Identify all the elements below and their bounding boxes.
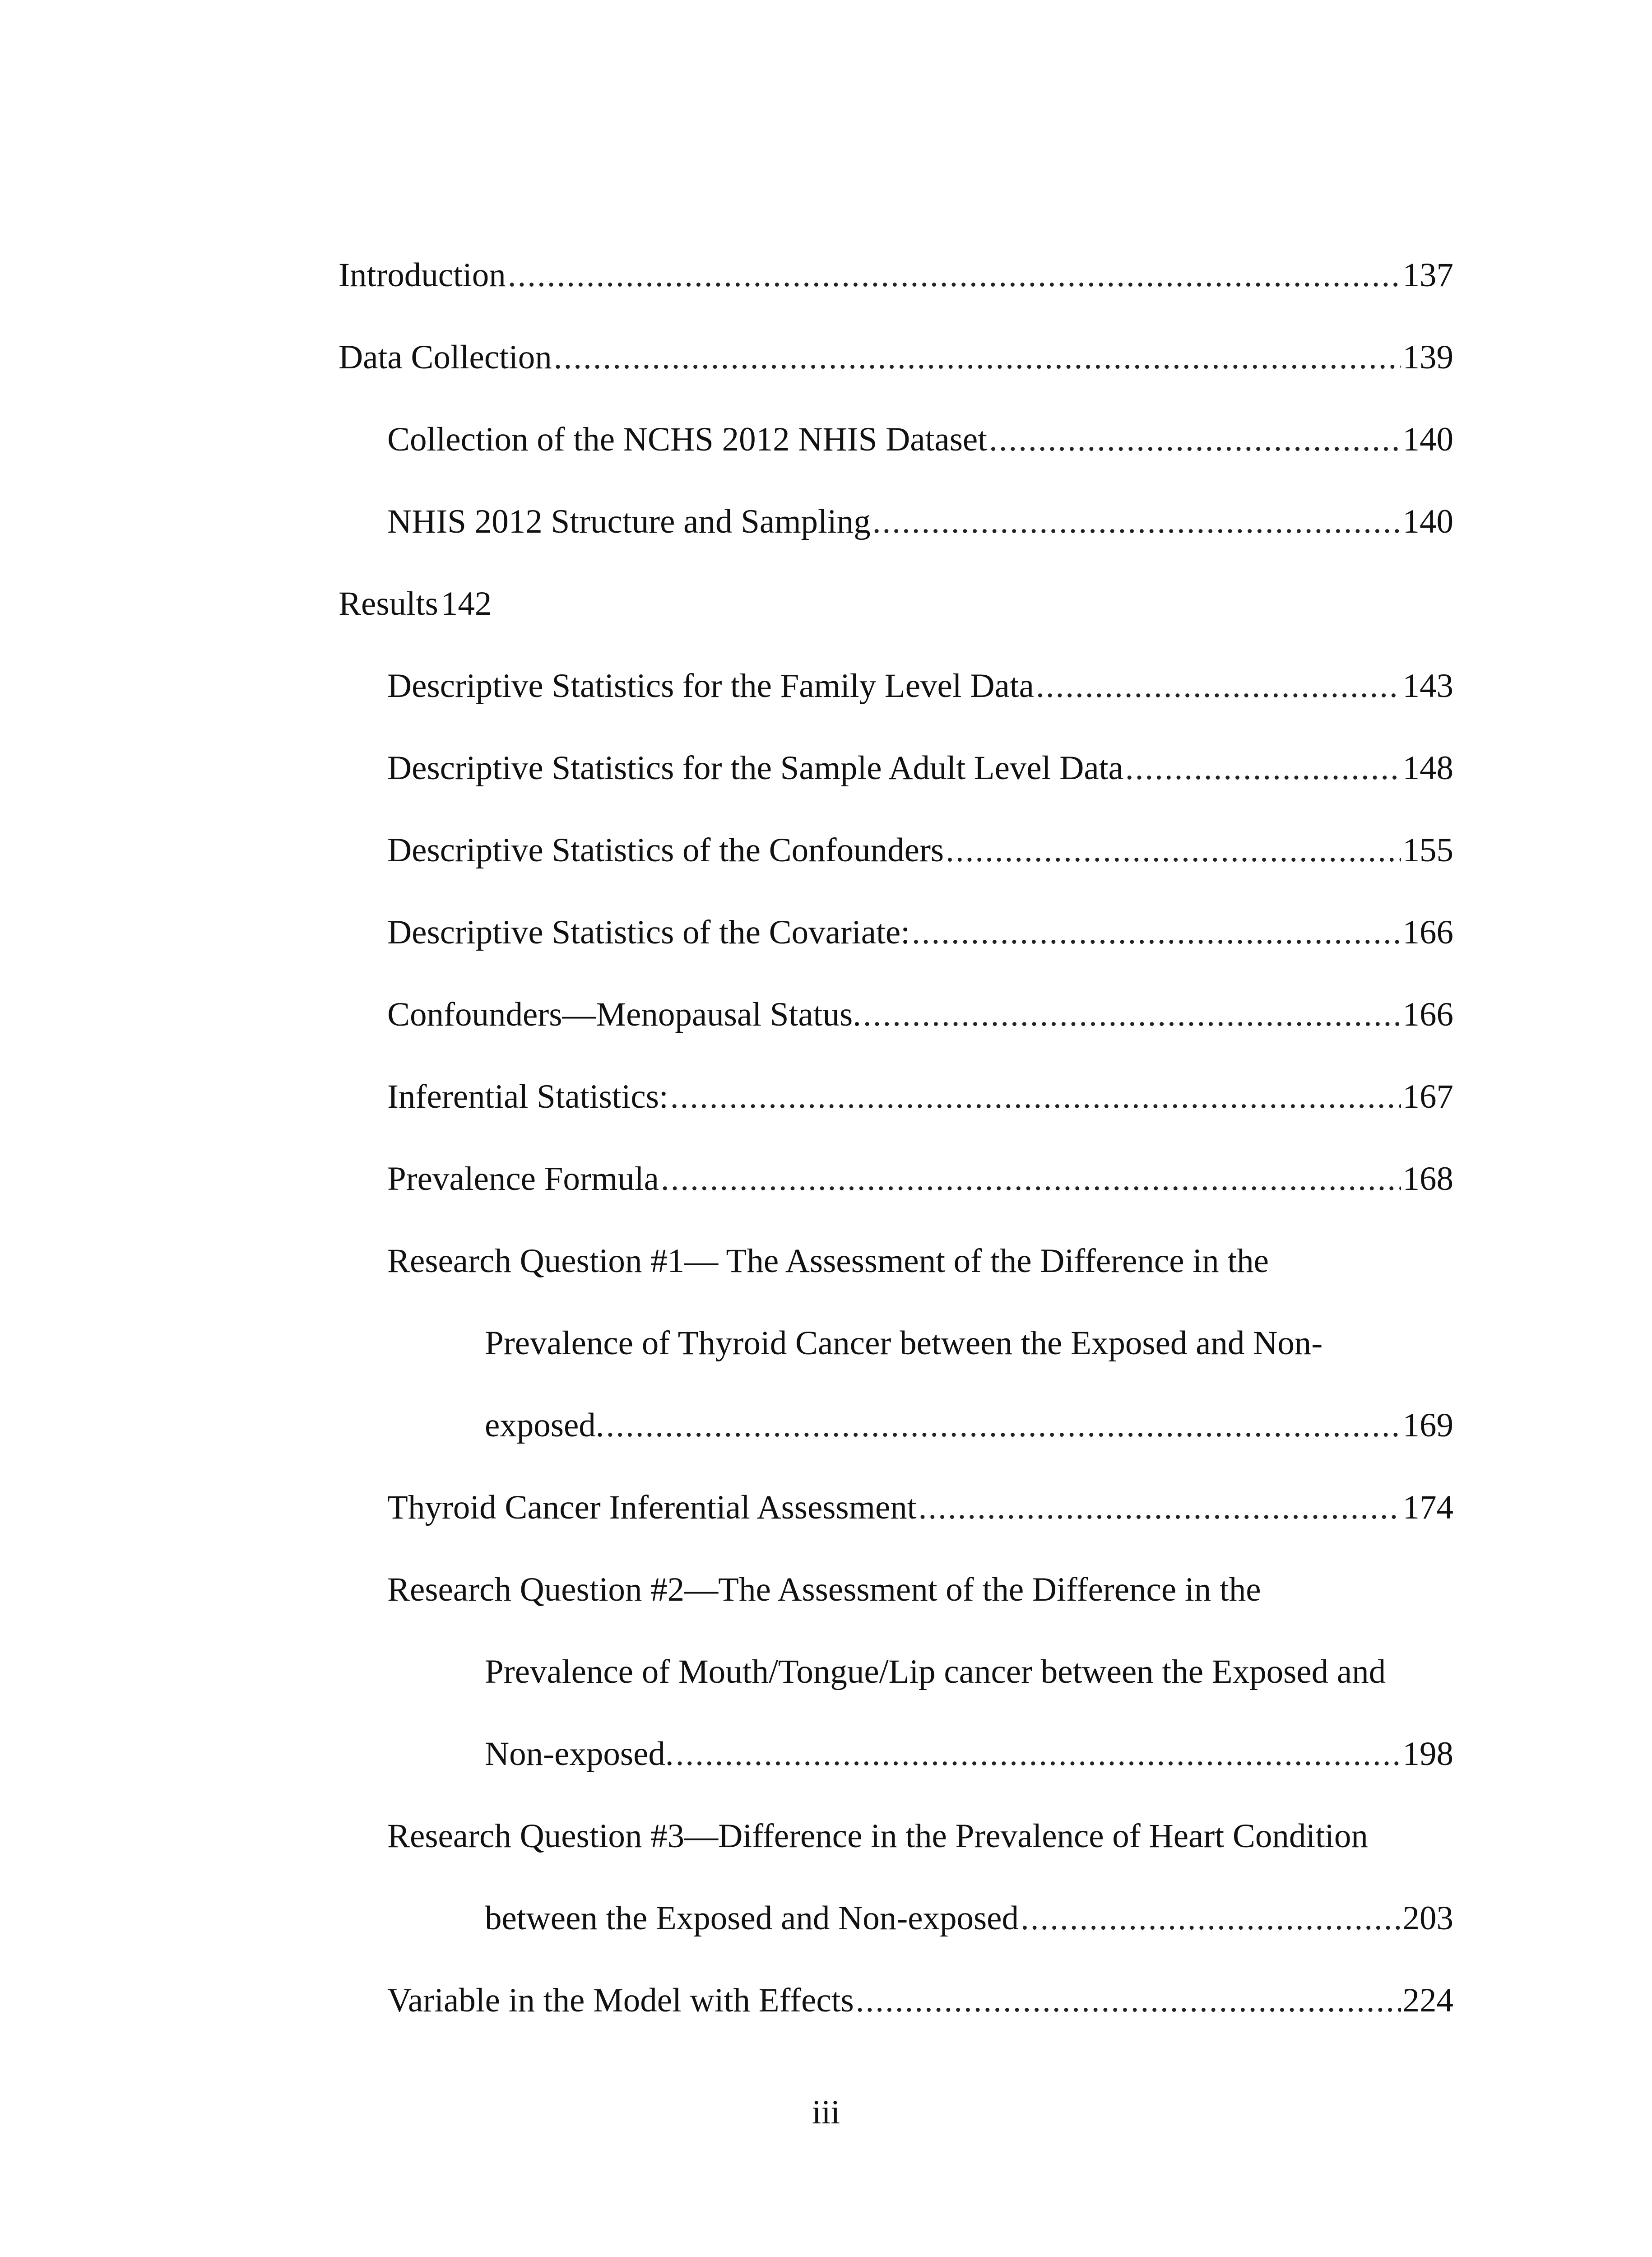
toc-entry (339, 490, 1453, 572)
dot-leader (606, 1394, 1401, 1457)
toc-entry-page-number: 203 (1402, 1899, 1453, 1937)
toc-entry-row (387, 983, 1453, 1046)
toc-entry-page-number: 168 (1402, 1160, 1453, 1198)
toc-entry (339, 1558, 1453, 1640)
dot-leader (508, 244, 1401, 307)
toc-entry (339, 408, 1453, 490)
dot-leader (661, 1147, 1401, 1211)
toc-entry-row (387, 1558, 1453, 1621)
toc-entry-row (387, 737, 1453, 800)
toc-entry (339, 1805, 1453, 1887)
toc-entry-row (387, 1476, 1453, 1539)
toc-entry-page-number: 166 (1402, 996, 1453, 1033)
toc-entry (339, 1969, 1453, 2051)
toc-entry (339, 1887, 1453, 1969)
toc-entry-title: Variable in the Model with Effects (387, 1982, 854, 2019)
toc-entry (339, 655, 1453, 737)
toc-entry-page-number: 166 (1402, 914, 1453, 951)
toc-entry-row (387, 408, 1453, 471)
toc-entry-title: Research Question #1— The Assessment of the Difference in the (387, 1242, 1269, 1280)
toc-entry-title: Confounders—Menopausal Status. (387, 996, 861, 1033)
toc-entry-row (485, 1312, 1453, 1375)
dot-leader (1036, 655, 1401, 718)
toc-entry-row (485, 1887, 1453, 1950)
toc-entry-title: Prevalence Formula (387, 1160, 659, 1198)
toc-entry-title: Data Collection (339, 339, 552, 376)
toc-entry (339, 901, 1453, 983)
dot-leader (1021, 1887, 1401, 1950)
toc-entry-title: NHIS 2012 Structure and Sampling (387, 503, 871, 540)
toc-entry (339, 983, 1453, 1065)
toc-entry-title: Introduction (339, 256, 506, 294)
toc-entry-page-number: 155 (1402, 831, 1453, 869)
toc-entry-title: Prevalence of Thyroid Cancer between the Exposed and Non- (485, 1324, 1323, 1362)
toc-entry (339, 737, 1453, 819)
toc-entry-page-number: 140 (1402, 503, 1453, 540)
toc-entry-title: Research Question #2—The Assessment of the Difference in the (387, 1571, 1261, 1608)
toc-entry (339, 1723, 1453, 1805)
toc-entry-row (339, 572, 1453, 636)
toc-entry-row (387, 901, 1453, 964)
toc-entry (339, 326, 1453, 408)
toc-entry-page-number: 174 (1402, 1489, 1453, 1526)
toc-entry (339, 1476, 1453, 1558)
toc-entry (339, 1312, 1453, 1394)
toc-entry-title: Descriptive Statistics of the Confounders (387, 831, 944, 869)
toc-entry-row (387, 819, 1453, 882)
toc-entry (339, 1230, 1453, 1312)
toc-entry-row (387, 1805, 1453, 1868)
toc-entry-title: Research Question #3—Difference in the Prevalence of Heart Condition (387, 1817, 1368, 1855)
toc-entry-title: Results (339, 585, 438, 622)
toc-entry-title: Inferential Statistics: (387, 1078, 668, 1115)
toc-entry-row (387, 490, 1453, 553)
toc-entry-row (387, 1065, 1453, 1128)
dot-leader (989, 408, 1401, 471)
toc-entry-page-number: 142 (441, 585, 492, 622)
toc-entry (339, 819, 1453, 901)
dot-leader (912, 901, 1401, 964)
toc-entry-page-number: 224 (1402, 1982, 1453, 2019)
toc-entry-row (339, 244, 1453, 307)
toc-entry-title: Descriptive Statistics of the Covariate: (387, 914, 910, 951)
dot-leader (863, 983, 1401, 1046)
dot-leader (919, 1476, 1401, 1539)
toc-entry-page-number: 137 (1402, 256, 1453, 294)
toc-entry-row (387, 1230, 1453, 1293)
toc-entry-title: Descriptive Statistics for the Family Level Data (387, 667, 1034, 705)
toc-entry-page-number: 139 (1402, 339, 1453, 376)
toc-entry-page-number: 169 (1402, 1407, 1453, 1444)
toc-entry (339, 1147, 1453, 1230)
toc-entry-title: Thyroid Cancer Inferential Assessment (387, 1489, 917, 1526)
toc-entry-row (387, 1147, 1453, 1211)
toc-entry (339, 244, 1453, 326)
toc-entry (339, 1394, 1453, 1476)
toc-entry-title: Prevalence of Mouth/Tongue/Lip cancer between the Exposed and (485, 1653, 1386, 1690)
toc-entry-title: Collection of the NCHS 2012 NHIS Dataset (387, 421, 988, 458)
table-of-contents (339, 244, 1453, 2051)
dot-leader (554, 326, 1401, 389)
toc-entry-row (387, 1969, 1453, 2032)
dot-leader (872, 490, 1401, 553)
toc-entry-page-number: 148 (1402, 749, 1453, 787)
dot-leader (856, 1969, 1401, 2032)
toc-entry-page-number: 198 (1402, 1735, 1453, 1773)
dot-leader (670, 1065, 1401, 1128)
toc-entry-row (339, 326, 1453, 389)
toc-entry-page-number: 167 (1402, 1078, 1453, 1115)
toc-entry-row (485, 1723, 1453, 1786)
toc-entry-row (485, 1640, 1453, 1704)
dot-leader (1125, 737, 1401, 800)
toc-entry (339, 1640, 1453, 1723)
toc-entry-row (387, 655, 1453, 718)
toc-entry (339, 1065, 1453, 1147)
toc-entry-title: exposed. (485, 1407, 604, 1444)
toc-entry-page-number: 143 (1402, 667, 1453, 705)
toc-entry-title: Descriptive Statistics for the Sample Adult Level Data (387, 749, 1123, 787)
toc-entry-row (485, 1394, 1453, 1457)
page-number-footer: iii (812, 2094, 840, 2131)
toc-entry-title: Non-exposed. (485, 1735, 674, 1773)
dot-leader (946, 819, 1401, 882)
dot-leader (676, 1723, 1401, 1786)
toc-entry-title: between the Exposed and Non-exposed (485, 1899, 1019, 1937)
toc-entry-page-number: 140 (1402, 421, 1453, 458)
toc-entry (339, 572, 1453, 655)
